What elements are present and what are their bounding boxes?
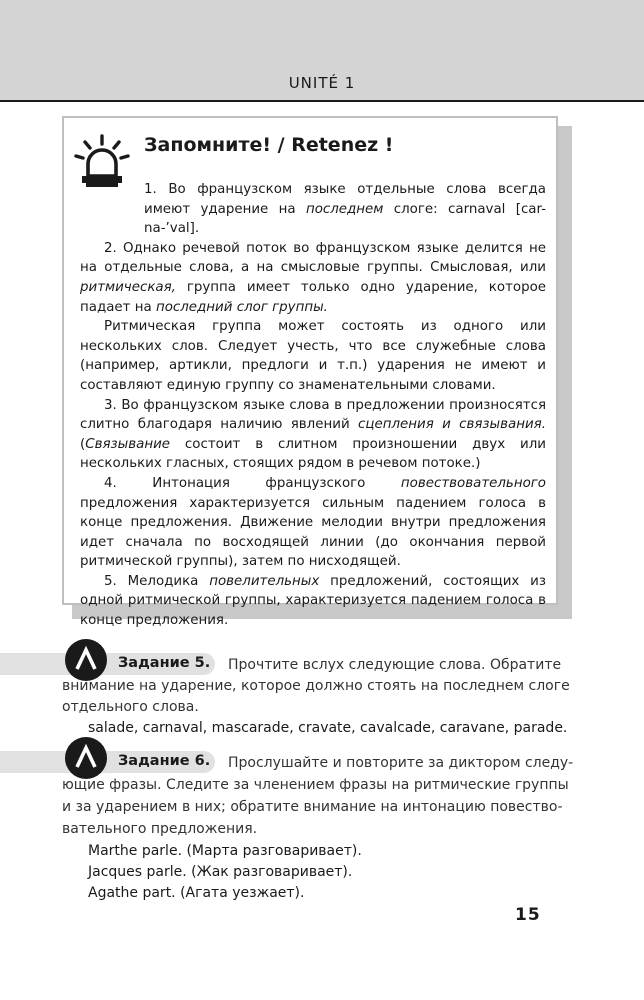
- italic-term: повелительных: [209, 573, 320, 589]
- remember-box: [62, 116, 558, 629]
- rule-paragraph: 1. Во французском языке отдельные слова всегда имеют ударение на последнем слоге: carnaval [car-na-’val].: [144, 182, 546, 237]
- task6-line: ющие фразы. Следите за членением фразы на ритмические группы: [62, 777, 569, 793]
- italic-term: последнем: [305, 201, 384, 217]
- task6-example: Agathe part. (Агата уезжает).: [88, 885, 305, 901]
- italic-term: Связывание: [85, 436, 171, 452]
- task5-line: отдельного слова.: [62, 699, 199, 715]
- rule-paragraph: 2. Однако речевой поток во французском языке делится не на отдельные слова, а на смысловые группы. Смысловая, или ритмическая, группа имеет только одно ударение, которое падает на последний слог группы.: [80, 240, 546, 315]
- italic-term: повествовательного: [400, 475, 546, 491]
- rule-paragraph: 5. Мелодика повелительных предложений, состоящих из одной ритмической группы, характеризуется падением голоса в конце предложения.: [80, 573, 546, 629]
- rule-paragraph: Ритмическая группа может состоять из одного или нескольких слов. Следует учесть, что все служебные слова (например, артикли, предлоги и т.п.) ударения не имеют и составляют единую группу со знаменательными словами.: [80, 319, 546, 393]
- italic-term: сцепления и связывания.: [357, 417, 546, 433]
- task6-line: вательного предложения.: [62, 821, 258, 837]
- box-title: Запомните! / Retenez !: [144, 134, 394, 156]
- task5-label: Задание 5.: [118, 655, 211, 671]
- task6-line: и за ударением в них; обратите внимание на интонацию повество-: [62, 799, 563, 815]
- rule-paragraph: 3. Во французском языке слова в предложении произносятся слитно благодаря наличию явлений сцепления и связывания. (Связывание состоит в слитном произношении двух или нескольких гласных, стоящих рядом в речевом потоке.): [80, 397, 546, 472]
- task6-triangle-badge-icon: [64, 736, 108, 780]
- task5-line: внимание на ударение, которое должно стоять на последнем слоге: [62, 678, 570, 694]
- task5-line: Прочтите вслух следующие слова. Обратите: [228, 657, 562, 673]
- italic-term: последний слог группы.: [155, 299, 328, 315]
- task5-words: salade, carnaval, mascarade, cravate, cavalcade, caravane, parade.: [88, 720, 568, 736]
- task6-label: Задание 6.: [118, 753, 211, 769]
- page-number: 15: [515, 905, 541, 925]
- italic-term: ритмическая,: [80, 279, 176, 295]
- box-text: [80, 180, 546, 631]
- unit-title: UNITÉ 1: [288, 74, 356, 92]
- task6-example: Jacques parle. (Жак разговаривает).: [88, 864, 353, 880]
- task6-line: Прослушайте и повторите за диктором следу-: [228, 755, 574, 771]
- rule-paragraph: 4. Интонация французского повествовательного предложения характеризуется сильным падением голоса в конце предложения. Движение мелодии внутри предложения идет сначала по восходящей линии (до окончания первой ритмической группы), затем по нисходящей.: [80, 475, 546, 570]
- task6-example: Marthe parle. (Марта разговаривает).: [88, 843, 362, 859]
